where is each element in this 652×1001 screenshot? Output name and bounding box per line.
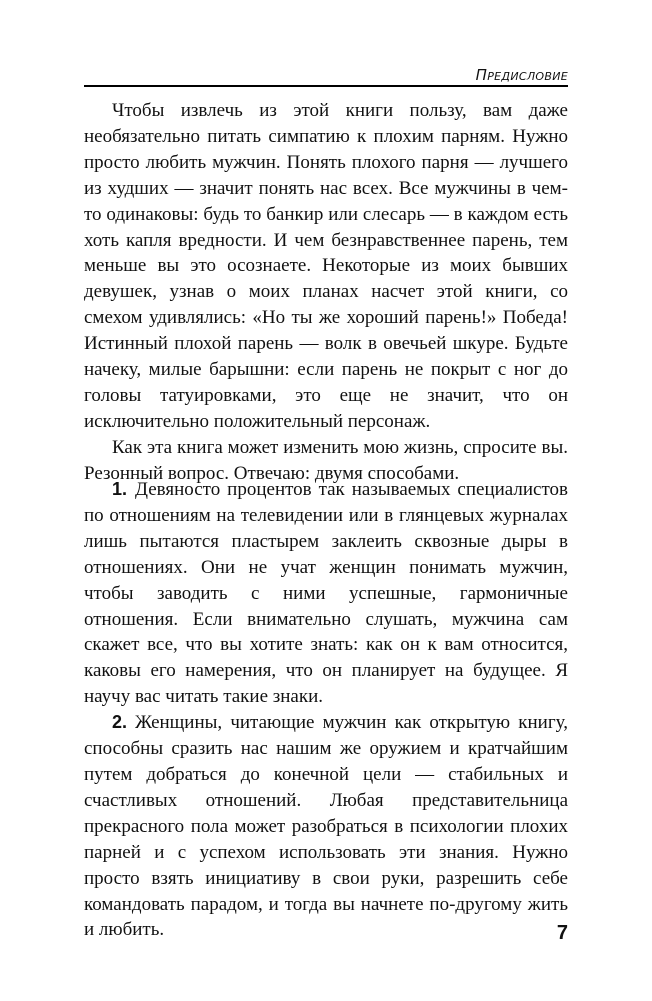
intro-paragraph: Чтобы извлечь из этой книги пользу, вам даже необязательно питать симпатию к плохим парням. Нужно просто любить мужчин. Понять плохого парня — лучшего из худших — значит понять нас всех. Все мужчины в чем-то одинаковы: будь то банкир или слесарь — в каждом есть хоть капля вредности. И чем безнравственнее парень, тем меньше вы это осознаете. Некоторые из моих бывших девушек, узнав о моих планах насчет этой книги, со смехом удивлялись: «Но ты же хороший парень!» Победа! Истинный плохой парень — волк в овечьей шкуре. Будьте начеку, милые барышни: если парень не покрыт с ног до головы татуировками, это еще не значит, что он исключительно положительный персонаж. — [84, 100, 568, 432]
list-item-text: Девяносто процентов так называемых специалистов по отношениям на телевидении или в глянцевых журналах лишь пытаются пластырем заклеить сквозные дыры в отношениях. Они не учат женщин понимать мужчин, чтобы заводить с ними успешные, гармоничные отношения. Если внимательно слушать, мужчина сам скажет все, что вы хотите знать: как он к вам относится, каковы его намерения, что он планирует на будущее. Я научу вас читать такие знаки. — [84, 479, 568, 708]
list-item-number: 1. — [112, 479, 128, 499]
list-item — [84, 477, 568, 710]
header-rule — [84, 85, 568, 87]
list-item — [84, 710, 568, 943]
running-header: Предисловие — [475, 66, 568, 84]
list-item-number: 2. — [112, 712, 128, 733]
list-item-text: Женщины, читающие мужчин как открытую книгу, способны сразить нас нашим же оружием и кратчайшим путем добраться до конечной цели — стабильных и счастливых отношений. Любая представительница прекрасного пола может разобраться в психологии плохих парней и с успехом использовать эти знания. Нужно просто взять инициативу в свои руки, разрешить себе командовать парадом, и тогда вы начнете по-другому жить и любить. — [84, 712, 568, 941]
numbered-list — [84, 477, 568, 943]
intro-section — [84, 98, 568, 487]
page-number: 7 — [556, 922, 568, 944]
intro-paragraph: Как эта книга может изменить мою жизнь, спросите вы. Резонный вопрос. Отвечаю: двумя способами. — [84, 436, 568, 484]
